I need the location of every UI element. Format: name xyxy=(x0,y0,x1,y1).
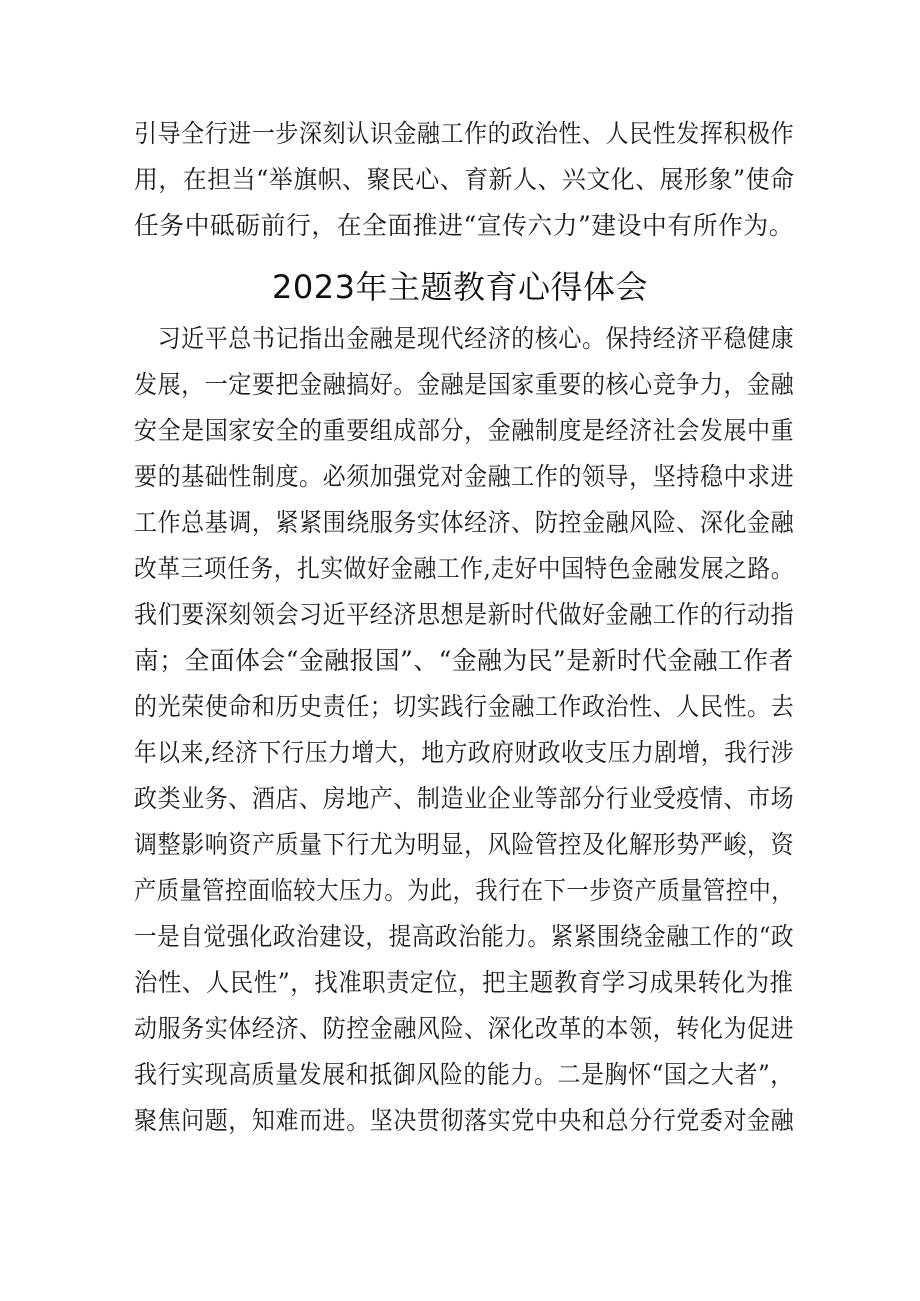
body-line: 的光荣使命和历史责任；切实践行金融工作政治性、人民性。去 xyxy=(134,692,795,721)
body-line: 治性、人民性”，找准职责定位，把主题教育学习成果转化为推 xyxy=(134,968,794,997)
body-line: 发展，一定要把金融搞好。金融是国家重要的核心竞争力，金融 xyxy=(134,370,795,399)
intro-line: 引导全行进一步深刻认识金融工作的政治性、人民性发挥积极作 xyxy=(134,119,795,148)
body-line: 我行实现高质量发展和抵御风险的能力。二是胸怀“国之大者”， xyxy=(134,1060,794,1089)
document-title: 2023年主题教育心得体会 xyxy=(272,268,648,306)
body-line: 一是自觉强化政治建设，提高政治能力。紧紧围绕金融工作的“政 xyxy=(134,922,795,951)
body-line: 改革三项任务，扎实做好金融工作,走好中国特色金融发展之路。 xyxy=(134,554,795,583)
body-line: 安全是国家安全的重要组成部分，金融制度是经济社会发展中重 xyxy=(134,416,795,445)
intro-line: 任务中砥砺前行，在全面推进“宣传六力”建设中有所作为。 xyxy=(134,211,795,240)
body-line: 习近平总书记指出金融是现代经济的核心。保持经济平稳健康 xyxy=(134,324,795,353)
body-line: 政类业务、酒店、房地产、制造业企业等部分行业受疫情、市场 xyxy=(134,784,795,813)
body-line: 南；全面体会“金融报国”、“金融为民”是新时代金融工作者 xyxy=(134,646,794,675)
body-line: 工作总基调，紧紧围绕服务实体经济、防控金融风险、深化金融 xyxy=(134,508,795,537)
body-line: 要的基础性制度。必须加强党对金融工作的领导，坚持稳中求进 xyxy=(134,462,795,491)
body-line: 聚焦问题，知难而进。坚决贯彻落实党中央和总分行党委对金融 xyxy=(134,1106,795,1135)
body-line: 动服务实体经济、防控金融风险、深化改革的本领，转化为促进 xyxy=(134,1014,795,1043)
body-line: 年以来,经济下行压力增大，地方政府财政收支压力剧增，我行涉 xyxy=(134,738,795,767)
intro-line: 用，在担当“举旗帜、聚民心、育新人、兴文化、展形象”使命 xyxy=(134,165,795,194)
body-line: 产质量管控面临较大压力。为此，我行在下一步资产质量管控中， xyxy=(134,876,794,905)
body-line: 调整影响资产质量下行尤为明显，风险管控及化解形势严峻，资 xyxy=(134,830,795,859)
body-line: 我们要深刻领会习近平经济思想是新时代做好金融工作的行动指 xyxy=(134,600,795,629)
